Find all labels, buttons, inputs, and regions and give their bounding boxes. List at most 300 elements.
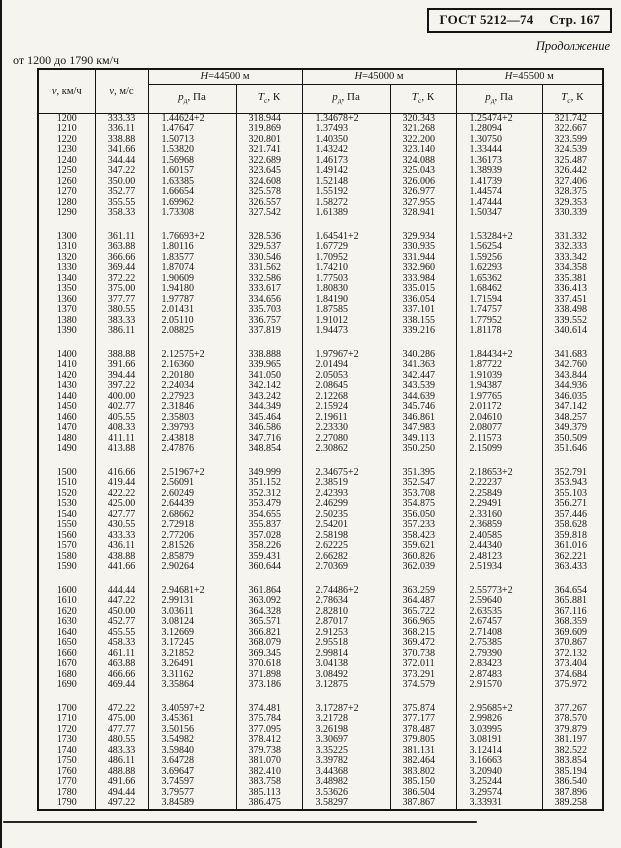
- table-cell: 1.94180: [148, 284, 236, 295]
- table-cell: 1690: [38, 680, 95, 691]
- table-cell: 2.08825: [148, 326, 236, 337]
- table-cell: 2.08645: [302, 381, 390, 392]
- table-cell: 447.22: [95, 596, 148, 607]
- col-header-pd-45000: $p_д$, Па: [302, 84, 390, 113]
- table-cell: 2.46299: [302, 499, 390, 510]
- table-cell: 347.142: [542, 402, 603, 413]
- table-cell: 358.226: [236, 541, 302, 552]
- table-cell: 1.40350: [302, 135, 390, 146]
- table-cell: 3.64728: [148, 756, 236, 767]
- table-cell: 366.66: [95, 253, 148, 264]
- col-header-h-45500: H=45500 м: [456, 69, 603, 84]
- table-row: [38, 145, 603, 156]
- table-cell: 1380: [38, 316, 95, 327]
- col-header-tc-45500: $T_с$, К: [542, 84, 603, 113]
- table-cell: 2.29491: [456, 499, 542, 510]
- table-cell: 368.359: [542, 617, 603, 628]
- table-cell: 343.242: [236, 392, 302, 403]
- table-cell: 348.854: [236, 444, 302, 455]
- table-row: [38, 113, 603, 124]
- table-cell: 2.04610: [456, 413, 542, 424]
- table-cell: 1.84434+2: [456, 350, 542, 361]
- table-cell: 1340: [38, 274, 95, 285]
- table-cell: 355.55: [95, 198, 148, 209]
- table-cell: 369.472: [390, 638, 456, 649]
- table-cell: 344.44: [95, 156, 148, 167]
- table-cell: 430.55: [95, 520, 148, 531]
- table-cell: 3.31162: [148, 670, 236, 681]
- table-cell: 1480: [38, 434, 95, 445]
- table-cell: 2.01431: [148, 305, 236, 316]
- table-row: [38, 680, 603, 691]
- table-cell: 1390: [38, 326, 95, 337]
- spacer-cell: [38, 573, 95, 586]
- table-cell: 425.00: [95, 499, 148, 510]
- table-cell: 1560: [38, 531, 95, 542]
- table-cell: 339.552: [542, 316, 603, 327]
- table-cell: 2.85879: [148, 552, 236, 563]
- table-cell: 2.83423: [456, 659, 542, 670]
- table-cell: 319.869: [236, 124, 302, 135]
- table-cell: 1.90609: [148, 274, 236, 285]
- table-cell: 2.19611: [302, 413, 390, 424]
- table-cell: 365.571: [236, 617, 302, 628]
- table-cell: 397.22: [95, 381, 148, 392]
- table-cell: 341.050: [236, 371, 302, 382]
- table-row: [38, 520, 603, 531]
- col-header-h-44500: H=44500 м: [148, 69, 302, 84]
- table-cell: 1320: [38, 253, 95, 264]
- table-cell: 1.44624+2: [148, 113, 236, 124]
- table-cell: 353.943: [542, 478, 603, 489]
- table-row: [38, 124, 603, 135]
- table-row: [38, 617, 603, 628]
- table-row: [38, 402, 603, 413]
- table-cell: 347.983: [390, 423, 456, 434]
- scan-artifact-left-edge: [0, 0, 2, 848]
- spacer-cell: [456, 337, 542, 350]
- table-cell: 1700: [38, 704, 95, 715]
- table-row: [38, 371, 603, 382]
- table-cell: 352.547: [390, 478, 456, 489]
- table-cell: 351.395: [390, 468, 456, 479]
- table-row: [38, 777, 603, 788]
- spacer-cell: [456, 691, 542, 704]
- table-cell: 336.413: [542, 284, 603, 295]
- table-cell: 326.977: [390, 187, 456, 198]
- table-cell: 368.215: [390, 628, 456, 639]
- table-cell: 2.30862: [302, 444, 390, 455]
- table-cell: 1680: [38, 670, 95, 681]
- table-cell: 2.78634: [302, 596, 390, 607]
- table-cell: 326.557: [236, 198, 302, 209]
- table-cell: 377.267: [542, 704, 603, 715]
- table-cell: 1720: [38, 725, 95, 736]
- table-row: [38, 232, 603, 243]
- table-cell: 379.738: [236, 746, 302, 757]
- table-cell: 326.442: [542, 166, 603, 177]
- spacer-cell: [390, 573, 456, 586]
- table-cell: 2.15099: [456, 444, 542, 455]
- table-cell: 361.016: [542, 541, 603, 552]
- table-cell: 391.66: [95, 360, 148, 371]
- table-cell: 2.39793: [148, 423, 236, 434]
- table-cell: 1.64541+2: [302, 232, 390, 243]
- table-cell: 354.875: [390, 499, 456, 510]
- table-cell: 1440: [38, 392, 95, 403]
- table-row: [38, 253, 603, 264]
- table-cell: 1.44574: [456, 187, 542, 198]
- table-cell: 329.537: [236, 242, 302, 253]
- spacer-cell: [456, 573, 542, 586]
- table-cell: 381.197: [542, 735, 603, 746]
- table-cell: 2.74486+2: [302, 586, 390, 597]
- table-cell: 324.608: [236, 177, 302, 188]
- spacer-cell: [95, 455, 148, 468]
- table-cell: 2.59640: [456, 596, 542, 607]
- table-row: [38, 242, 603, 253]
- table-cell: 383.802: [390, 767, 456, 778]
- table-cell: 381.131: [390, 746, 456, 757]
- table-row: [38, 263, 603, 274]
- gost-number: ГОСТ 5212—74: [439, 12, 534, 27]
- table-cell: 408.33: [95, 423, 148, 434]
- table-row: [38, 670, 603, 681]
- table-cell: 374.481: [236, 704, 302, 715]
- table-cell: 382.410: [236, 767, 302, 778]
- table-cell: 494.44: [95, 788, 148, 799]
- table-cell: 373.186: [236, 680, 302, 691]
- table-cell: 1.65362: [456, 274, 542, 285]
- table-cell: 2.67457: [456, 617, 542, 628]
- spacer-cell: [456, 219, 542, 232]
- table-cell: 352.77: [95, 187, 148, 198]
- table-cell: 332.333: [542, 242, 603, 253]
- table-row: [38, 628, 603, 639]
- table-cell: 2.66282: [302, 552, 390, 563]
- table-cell: 1.91012: [302, 316, 390, 327]
- spacer-cell: [542, 337, 603, 350]
- table-cell: 366.821: [236, 628, 302, 639]
- table-cell: 422.22: [95, 489, 148, 500]
- table-cell: 1230: [38, 145, 95, 156]
- table-cell: 2.38519: [302, 478, 390, 489]
- table-cell: 3.17245: [148, 638, 236, 649]
- data-table: [37, 68, 604, 811]
- table-cell: 483.33: [95, 746, 148, 757]
- table-cell: 1300: [38, 232, 95, 243]
- table-cell: 2.64439: [148, 499, 236, 510]
- table-row: [38, 649, 603, 660]
- table-cell: 480.55: [95, 735, 148, 746]
- table-cell: 441.66: [95, 562, 148, 573]
- table-cell: 333.342: [542, 253, 603, 264]
- table-row: [38, 326, 603, 337]
- spacer-cell: [95, 219, 148, 232]
- table-cell: 3.53626: [302, 788, 390, 799]
- table-cell: 1.53284+2: [456, 232, 542, 243]
- table-row: [38, 166, 603, 177]
- table-cell: 3.21728: [302, 714, 390, 725]
- table-cell: 427.77: [95, 510, 148, 521]
- table-row: [38, 596, 603, 607]
- table-row: [38, 499, 603, 510]
- table-cell: 329.353: [542, 198, 603, 209]
- table-cell: 2.27923: [148, 392, 236, 403]
- table-cell: 1.73308: [148, 208, 236, 219]
- table-cell: 387.867: [390, 798, 456, 810]
- table-cell: 1240: [38, 156, 95, 167]
- table-cell: 332.586: [236, 274, 302, 285]
- table-cell: 1.37493: [302, 124, 390, 135]
- table-cell: 335.015: [390, 284, 456, 295]
- table-cell: 367.116: [542, 607, 603, 618]
- table-cell: 1.70952: [302, 253, 390, 264]
- table-cell: 1.33444: [456, 145, 542, 156]
- spacer-cell: [38, 691, 95, 704]
- table-cell: 1.66654: [148, 187, 236, 198]
- table-row: [38, 198, 603, 209]
- table-cell: 2.24034: [148, 381, 236, 392]
- table-cell: 1350: [38, 284, 95, 295]
- table-cell: 326.006: [390, 177, 456, 188]
- table-body: [38, 113, 603, 810]
- table-cell: 3.08492: [302, 670, 390, 681]
- table-cell: 337.819: [236, 326, 302, 337]
- table-cell: 3.30697: [302, 735, 390, 746]
- table-cell: 1580: [38, 552, 95, 563]
- table-row: [38, 177, 603, 188]
- spacer-cell: [542, 455, 603, 468]
- table-cell: 383.854: [542, 756, 603, 767]
- table-cell: 358.423: [390, 531, 456, 542]
- table-cell: 324.088: [390, 156, 456, 167]
- spacer-cell: [390, 455, 456, 468]
- table-cell: 2.55773+2: [456, 586, 542, 597]
- table-cell: 1640: [38, 628, 95, 639]
- table-cell: 1.81178: [456, 326, 542, 337]
- spacer-cell: [38, 337, 95, 350]
- table-row: [38, 552, 603, 563]
- table-cell: 380.55: [95, 305, 148, 316]
- spacer-cell: [390, 337, 456, 350]
- table-cell: 405.55: [95, 413, 148, 424]
- table-cell: 344.936: [542, 381, 603, 392]
- table-row: [38, 714, 603, 725]
- table-cell: 369.44: [95, 263, 148, 274]
- table-cell: 370.738: [390, 649, 456, 660]
- table-cell: 340.614: [542, 326, 603, 337]
- table-cell: 324.539: [542, 145, 603, 156]
- table-cell: 364.328: [236, 607, 302, 618]
- table-cell: 369.609: [542, 628, 603, 639]
- spacer-cell: [236, 337, 302, 350]
- table-cell: 2.58198: [302, 531, 390, 542]
- table-cell: 1.52148: [302, 177, 390, 188]
- table-cell: 1.36173: [456, 156, 542, 167]
- table-cell: 2.81526: [148, 541, 236, 552]
- table-cell: 385.150: [390, 777, 456, 788]
- table-cell: 328.375: [542, 187, 603, 198]
- table-cell: 3.26491: [148, 659, 236, 670]
- table-cell: 1740: [38, 746, 95, 757]
- table-cell: 1.97787: [148, 295, 236, 306]
- table-cell: 1.84190: [302, 295, 390, 306]
- spacer-cell: [302, 691, 390, 704]
- table-cell: 2.60249: [148, 489, 236, 500]
- table-cell: 2.72918: [148, 520, 236, 531]
- table-cell: 3.58297: [302, 798, 390, 810]
- table-cell: 2.18653+2: [456, 468, 542, 479]
- table-cell: 413.88: [95, 444, 148, 455]
- table-cell: 338.498: [542, 305, 603, 316]
- table-cell: 475.00: [95, 714, 148, 725]
- table-cell: 2.05110: [148, 316, 236, 327]
- table-cell: 378.412: [236, 735, 302, 746]
- spacer-cell: [38, 455, 95, 468]
- table-cell: 1.97967+2: [302, 350, 390, 361]
- table-cell: 477.77: [95, 725, 148, 736]
- table-cell: 322.200: [390, 135, 456, 146]
- table-cell: 1.61389: [302, 208, 390, 219]
- table-cell: 337.101: [390, 305, 456, 316]
- table-cell: 346.586: [236, 423, 302, 434]
- table-cell: 371.898: [236, 670, 302, 681]
- table-cell: 1.80830: [302, 284, 390, 295]
- table-row: [38, 305, 603, 316]
- table-cell: 363.88: [95, 242, 148, 253]
- table-cell: 3.29574: [456, 788, 542, 799]
- table-cell: 1620: [38, 607, 95, 618]
- table-cell: 2.63535: [456, 607, 542, 618]
- table-row: [38, 746, 603, 757]
- table-cell: 375.00: [95, 284, 148, 295]
- table-cell: 3.20940: [456, 767, 542, 778]
- table-cell: 2.12575+2: [148, 350, 236, 361]
- table-cell: 335.381: [542, 274, 603, 285]
- scan-artifact-bottom-line: [3, 821, 477, 823]
- table-cell: 347.22: [95, 166, 148, 177]
- group-spacer-row: [38, 455, 603, 468]
- table-cell: 1.77503: [302, 274, 390, 285]
- table-cell: 1490: [38, 444, 95, 455]
- table-row: [38, 489, 603, 500]
- table-cell: 1.56254: [456, 242, 542, 253]
- table-cell: 353.708: [390, 489, 456, 500]
- table-cell: 333.33: [95, 113, 148, 124]
- table-cell: 388.88: [95, 350, 148, 361]
- table-cell: 341.683: [542, 350, 603, 361]
- table-cell: 339.216: [390, 326, 456, 337]
- table-row: [38, 187, 603, 198]
- table-cell: 334.656: [236, 295, 302, 306]
- table-cell: 372.011: [390, 659, 456, 670]
- table-row: [38, 434, 603, 445]
- table-cell: 1450: [38, 402, 95, 413]
- table-cell: 385.194: [542, 767, 603, 778]
- table-cell: 1.43242: [302, 145, 390, 156]
- table-cell: 488.88: [95, 767, 148, 778]
- table-cell: 1470: [38, 423, 95, 434]
- table-cell: 452.77: [95, 617, 148, 628]
- table-cell: 400.00: [95, 392, 148, 403]
- table-cell: 1.76693+2: [148, 232, 236, 243]
- table-row: [38, 478, 603, 489]
- table-cell: 327.542: [236, 208, 302, 219]
- table-cell: 386.11: [95, 326, 148, 337]
- table-cell: 1.46173: [302, 156, 390, 167]
- table-cell: 385.113: [236, 788, 302, 799]
- table-row: [38, 468, 603, 479]
- table-cell: 338.888: [236, 350, 302, 361]
- table-cell: 2.95685+2: [456, 704, 542, 715]
- table-cell: 3.50156: [148, 725, 236, 736]
- table-cell: 322.689: [236, 156, 302, 167]
- col-header-v-kmh: v, км/ч: [38, 69, 95, 113]
- table-cell: 349.379: [542, 423, 603, 434]
- table-cell: 1.30750: [456, 135, 542, 146]
- table-cell: 1770: [38, 777, 95, 788]
- table-cell: 345.464: [236, 413, 302, 424]
- table-cell: 3.33931: [456, 798, 542, 810]
- table-cell: 1750: [38, 756, 95, 767]
- table-cell: 2.71408: [456, 628, 542, 639]
- table-cell: 1.80116: [148, 242, 236, 253]
- table-cell: 2.23330: [302, 423, 390, 434]
- group-spacer-row: [38, 337, 603, 350]
- table-cell: 377.77: [95, 295, 148, 306]
- table-cell: 338.88: [95, 135, 148, 146]
- table-cell: 373.291: [390, 670, 456, 681]
- table-cell: 323.599: [542, 135, 603, 146]
- table-cell: 2.34675+2: [302, 468, 390, 479]
- table-cell: 331.944: [390, 253, 456, 264]
- table-cell: 2.50235: [302, 510, 390, 521]
- table-cell: 355.103: [542, 489, 603, 500]
- table-cell: 2.91253: [302, 628, 390, 639]
- table-cell: 382.464: [390, 756, 456, 767]
- table-cell: 323.645: [236, 166, 302, 177]
- spacer-cell: [542, 219, 603, 232]
- table-row: [38, 767, 603, 778]
- table-row: [38, 135, 603, 146]
- table-cell: 1.58272: [302, 198, 390, 209]
- table-cell: 416.66: [95, 468, 148, 479]
- table-row: [38, 274, 603, 285]
- col-header-tc-45000: $T_с$, К: [390, 84, 456, 113]
- table-cell: 1460: [38, 413, 95, 424]
- table-cell: 1.49142: [302, 166, 390, 177]
- table-cell: 461.11: [95, 649, 148, 660]
- table-cell: 1250: [38, 166, 95, 177]
- table-cell: 1330: [38, 263, 95, 274]
- table-cell: 2.91570: [456, 680, 542, 691]
- spacer-cell: [390, 691, 456, 704]
- table-cell: 1200: [38, 113, 95, 124]
- table-cell: 463.88: [95, 659, 148, 670]
- table-cell: 402.77: [95, 402, 148, 413]
- table-cell: 340.286: [390, 350, 456, 361]
- spacer-cell: [542, 573, 603, 586]
- table-cell: 2.20180: [148, 371, 236, 382]
- table-cell: 377.177: [390, 714, 456, 725]
- table-cell: 2.48123: [456, 552, 542, 563]
- table-cell: 1.62293: [456, 263, 542, 274]
- table-cell: 1.63385: [148, 177, 236, 188]
- table-cell: 1.47444: [456, 198, 542, 209]
- table-row: [38, 562, 603, 573]
- gost-header-box: [427, 8, 612, 33]
